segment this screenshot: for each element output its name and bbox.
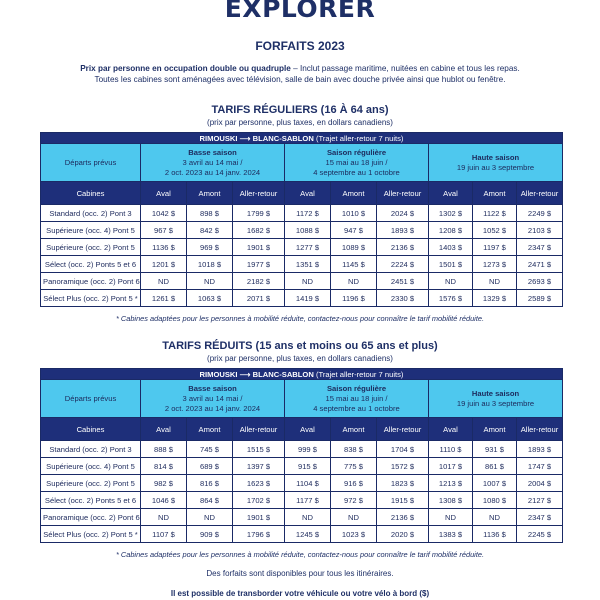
col-cabins: Cabines	[41, 182, 141, 205]
price-cell: 2136 $	[377, 239, 429, 256]
price-cell: 1018 $	[187, 256, 233, 273]
price-cell: 1823 $	[377, 475, 429, 492]
price-cell: 1893 $	[377, 222, 429, 239]
route-from: RIMOUSKI	[199, 133, 238, 143]
price-cell: 1063 $	[187, 290, 233, 307]
route-row	[41, 369, 563, 380]
col-aller-retour: Aller-retour	[233, 418, 285, 441]
route-to: BLANC-SABLON	[252, 133, 314, 143]
price-cell: 1915 $	[377, 492, 429, 509]
season-name: Saison régulière	[326, 383, 387, 393]
price-cell: ND	[429, 509, 473, 526]
price-cell: 2471 $	[517, 256, 563, 273]
price-cell: 2347 $	[517, 509, 563, 526]
season-dates-1: 19 juin au 3 septembre	[456, 398, 535, 408]
table-row	[41, 526, 563, 543]
intro-text	[40, 63, 560, 85]
price-cell: 1572 $	[377, 458, 429, 475]
col-aval: Aval	[141, 182, 187, 205]
season-cell	[285, 380, 429, 418]
table-row	[41, 239, 563, 256]
price-cell: 2103 $	[517, 222, 563, 239]
departs-label: Départs prévus	[41, 380, 141, 418]
price-cell: 2071 $	[233, 290, 285, 307]
table-row	[41, 458, 563, 475]
price-cell: 1136 $	[473, 526, 517, 543]
cabin-name: Sélect Plus (occ. 2) Pont 5 *	[41, 526, 141, 543]
price-cell: 2004 $	[517, 475, 563, 492]
season-dates-2: 4 septembre au 1 octobre	[313, 403, 400, 413]
season-name: Haute saison	[471, 152, 520, 162]
price-cell: 1136 $	[141, 239, 187, 256]
col-amont: Amont	[331, 418, 377, 441]
reduced-tariff-table	[40, 368, 563, 543]
price-cell: 2127 $	[517, 492, 563, 509]
price-cell: 1088 $	[285, 222, 331, 239]
itineraries-note: Des forfaits sont disponibles pour tous les itinéraires.	[206, 569, 394, 578]
price-cell: ND	[141, 273, 187, 290]
price-cell: 1515 $	[233, 441, 285, 458]
route-arrow-icon: ⟶	[239, 369, 251, 379]
price-cell: 1302 $	[429, 205, 473, 222]
price-cell: 1208 $	[429, 222, 473, 239]
price-cell: 1273 $	[473, 256, 517, 273]
cabin-name: Supérieure (occ. 4) Pont 5	[41, 222, 141, 239]
season-dates-1: 15 mai au 18 juin /	[325, 157, 388, 167]
price-cell: 916 $	[331, 475, 377, 492]
price-cell: 1397 $	[233, 458, 285, 475]
price-cell: 2347 $	[517, 239, 563, 256]
season-name: Haute saison	[471, 388, 520, 398]
season-cell	[141, 380, 285, 418]
price-cell: 814 $	[141, 458, 187, 475]
brand-logo: EXPLORER	[224, 0, 376, 23]
route-arrow-icon: ⟶	[239, 133, 251, 143]
season-dates-1: 15 mai au 18 juin /	[325, 393, 388, 403]
price-cell: 2693 $	[517, 273, 563, 290]
price-cell: 1403 $	[429, 239, 473, 256]
price-cell: 864 $	[187, 492, 233, 509]
price-cell: 999 $	[285, 441, 331, 458]
col-aller-retour: Aller-retour	[377, 418, 429, 441]
price-cell: 775 $	[331, 458, 377, 475]
reduced-title: TARIFS RÉDUITS (15 ans et moins ou 65 ans et plus)	[162, 340, 438, 352]
price-cell: 1351 $	[285, 256, 331, 273]
price-cell: 1122 $	[473, 205, 517, 222]
price-cell: ND	[429, 273, 473, 290]
page-title: FORFAITS 2023	[255, 39, 345, 53]
price-cell: 982 $	[141, 475, 187, 492]
reduced-subtitle: (prix par personne, plus taxes, en dollars canadiens)	[207, 354, 393, 363]
regular-tariff-table	[40, 132, 563, 307]
price-cell: 2245 $	[517, 526, 563, 543]
col-amont: Amont	[473, 418, 517, 441]
route-cell	[41, 133, 563, 144]
season-cell	[141, 144, 285, 182]
price-cell: 2249 $	[517, 205, 563, 222]
cabin-name: Panoramique (occ. 2) Pont 6	[41, 273, 141, 290]
regular-title: TARIFS RÉGULIERS (16 À 64 ans)	[211, 104, 389, 116]
price-cell: 816 $	[187, 475, 233, 492]
col-aval: Aval	[429, 418, 473, 441]
col-aval: Aval	[285, 182, 331, 205]
intro-line2: Toutes les cabines sont aménagées avec télévision, salle de bain avec douche privée ainsi que hublot ou fenêtre.	[94, 75, 506, 84]
price-cell: 1702 $	[233, 492, 285, 509]
price-cell: 915 $	[285, 458, 331, 475]
price-cell: 1196 $	[331, 290, 377, 307]
price-cell: 1576 $	[429, 290, 473, 307]
price-cell: 969 $	[187, 239, 233, 256]
season-row	[41, 144, 563, 182]
price-cell: 2024 $	[377, 205, 429, 222]
price-cell: 947 $	[331, 222, 377, 239]
route-row	[41, 133, 563, 144]
price-cell: 1501 $	[429, 256, 473, 273]
price-cell: 838 $	[331, 441, 377, 458]
route-detail: (Trajet aller-retour 7 nuits)	[315, 133, 404, 143]
price-cell: 1080 $	[473, 492, 517, 509]
season-name: Basse saison	[188, 383, 237, 393]
season-name: Basse saison	[188, 147, 237, 157]
price-cell: 1010 $	[331, 205, 377, 222]
price-cell: ND	[473, 509, 517, 526]
table-row	[41, 205, 563, 222]
col-aval: Aval	[429, 182, 473, 205]
col-amont: Amont	[187, 182, 233, 205]
price-cell: 1329 $	[473, 290, 517, 307]
table-row	[41, 492, 563, 509]
reduced-footnote: * Cabines adaptées pour les personnes à mobilité réduite, contactez-nous pour connaître le tarif mobilité réduite.	[115, 550, 485, 559]
season-dates-1: 3 avril au 14 mai /	[182, 393, 243, 403]
table-row	[41, 509, 563, 526]
price-cell: 2451 $	[377, 273, 429, 290]
table-row	[41, 256, 563, 273]
price-cell: 1901 $	[233, 239, 285, 256]
price-cell: 1419 $	[285, 290, 331, 307]
season-dates-2: 2 oct. 2023 au 14 janv. 2024	[164, 167, 261, 177]
cabin-name: Supérieure (occ. 4) Pont 5	[41, 458, 141, 475]
price-cell: 2330 $	[377, 290, 429, 307]
price-cell: 1046 $	[141, 492, 187, 509]
cabin-name: Supérieure (occ. 2) Pont 5	[41, 239, 141, 256]
col-aval: Aval	[285, 418, 331, 441]
price-cell: 1017 $	[429, 458, 473, 475]
price-cell: 1107 $	[141, 526, 187, 543]
price-cell: 1089 $	[331, 239, 377, 256]
season-cell	[429, 144, 563, 182]
route-detail: (Trajet aller-retour 7 nuits)	[315, 369, 404, 379]
season-dates-2: 2 oct. 2023 au 14 janv. 2024	[164, 403, 261, 413]
price-cell: 1007 $	[473, 475, 517, 492]
price-cell: 1796 $	[233, 526, 285, 543]
price-cell: 1104 $	[285, 475, 331, 492]
column-header-row	[41, 418, 563, 441]
price-cell: 1893 $	[517, 441, 563, 458]
col-aller-retour: Aller-retour	[377, 182, 429, 205]
price-cell: 1623 $	[233, 475, 285, 492]
regular-footnote: * Cabines adaptées pour les personnes à mobilité réduite, contactez-nous pour connaître le tarif mobilité réduite.	[115, 314, 485, 323]
season-cell	[285, 144, 429, 182]
regular-subtitle: (prix par personne, plus taxes, en dollars canadiens)	[207, 118, 393, 127]
price-cell: 1042 $	[141, 205, 187, 222]
price-cell: 1213 $	[429, 475, 473, 492]
table-row	[41, 273, 563, 290]
price-cell: 1145 $	[331, 256, 377, 273]
price-cell: 1052 $	[473, 222, 517, 239]
price-cell: 2020 $	[377, 526, 429, 543]
col-amont: Amont	[187, 418, 233, 441]
price-cell: 1704 $	[377, 441, 429, 458]
table-row	[41, 290, 563, 307]
season-cell	[429, 380, 563, 418]
price-cell: 931 $	[473, 441, 517, 458]
price-cell: 1023 $	[331, 526, 377, 543]
price-cell: 2589 $	[517, 290, 563, 307]
table-row	[41, 222, 563, 239]
price-cell: ND	[285, 509, 331, 526]
price-cell: 1901 $	[233, 509, 285, 526]
route-to: BLANC-SABLON	[252, 369, 314, 379]
price-cell: 1201 $	[141, 256, 187, 273]
season-name: Saison régulière	[326, 147, 387, 157]
col-aval: Aval	[141, 418, 187, 441]
price-cell: ND	[141, 509, 187, 526]
price-cell: 972 $	[331, 492, 377, 509]
column-header-row	[41, 182, 563, 205]
price-cell: 1245 $	[285, 526, 331, 543]
cabin-name: Panoramique (occ. 2) Pont 6	[41, 509, 141, 526]
price-cell: 842 $	[187, 222, 233, 239]
price-cell: 2182 $	[233, 273, 285, 290]
col-aller-retour: Aller-retour	[517, 182, 563, 205]
price-cell: 1177 $	[285, 492, 331, 509]
price-cell: 909 $	[187, 526, 233, 543]
departs-label: Départs prévus	[41, 144, 141, 182]
price-cell: 967 $	[141, 222, 187, 239]
price-cell: ND	[473, 273, 517, 290]
col-amont: Amont	[331, 182, 377, 205]
cabin-name: Standard (occ. 2) Pont 3	[41, 441, 141, 458]
price-cell: 861 $	[473, 458, 517, 475]
price-cell: ND	[285, 273, 331, 290]
price-cell: 1977 $	[233, 256, 285, 273]
price-cell: 2224 $	[377, 256, 429, 273]
cabin-name: Supérieure (occ. 2) Pont 5	[41, 475, 141, 492]
price-cell: 1197 $	[473, 239, 517, 256]
col-aller-retour: Aller-retour	[517, 418, 563, 441]
price-cell: 689 $	[187, 458, 233, 475]
price-cell: 1747 $	[517, 458, 563, 475]
price-cell: ND	[331, 273, 377, 290]
table-row	[41, 475, 563, 492]
col-aller-retour: Aller-retour	[233, 182, 285, 205]
price-cell: 1799 $	[233, 205, 285, 222]
price-cell: ND	[187, 273, 233, 290]
price-cell: 745 $	[187, 441, 233, 458]
col-amont: Amont	[473, 182, 517, 205]
intro-bold: Prix par personne en occupation double ou quadruple	[80, 64, 291, 73]
vehicle-note: Il est possible de transborder votre véhicule ou votre vélo à bord ($)	[170, 589, 430, 598]
price-cell: 1682 $	[233, 222, 285, 239]
price-cell: 1308 $	[429, 492, 473, 509]
price-cell: 898 $	[187, 205, 233, 222]
season-dates-2: 4 septembre au 1 octobre	[313, 167, 400, 177]
route-cell	[41, 369, 563, 380]
price-cell: 2136 $	[377, 509, 429, 526]
cabin-name: Standard (occ. 2) Pont 3	[41, 205, 141, 222]
season-dates-1: 19 juin au 3 septembre	[456, 162, 535, 172]
price-cell: 1110 $	[429, 441, 473, 458]
col-cabins: Cabines	[41, 418, 141, 441]
price-cell: 1261 $	[141, 290, 187, 307]
price-cell: 1383 $	[429, 526, 473, 543]
season-row	[41, 380, 563, 418]
route-from: RIMOUSKI	[199, 369, 238, 379]
price-cell: 1172 $	[285, 205, 331, 222]
price-cell: ND	[331, 509, 377, 526]
price-cell: 888 $	[141, 441, 187, 458]
price-cell: 1277 $	[285, 239, 331, 256]
table-row	[41, 441, 563, 458]
cabin-name: Sélect (occ. 2) Ponts 5 et 6	[41, 492, 141, 509]
season-dates-1: 3 avril au 14 mai /	[182, 157, 243, 167]
cabin-name: Sélect (occ. 2) Ponts 5 et 6	[41, 256, 141, 273]
cabin-name: Sélect Plus (occ. 2) Pont 5 *	[41, 290, 141, 307]
intro-line1: – Inclut passage maritime, nuitées en cabine et tous les repas.	[290, 64, 520, 73]
price-cell: ND	[187, 509, 233, 526]
